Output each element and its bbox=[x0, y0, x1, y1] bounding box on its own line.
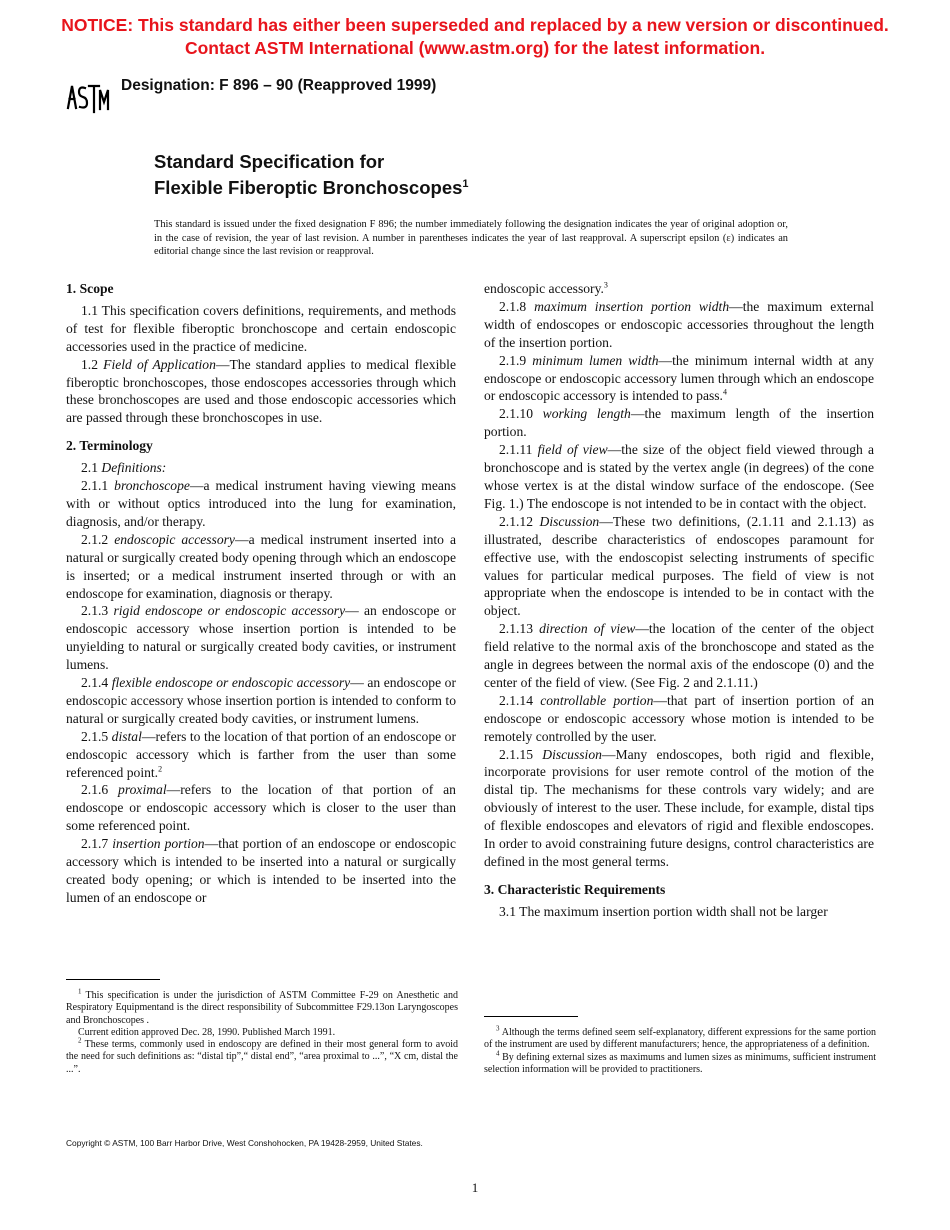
footnote-ref[interactable]: 4 bbox=[722, 387, 727, 397]
defined-term: controllable portion bbox=[540, 692, 654, 708]
para-number: 2.1 bbox=[81, 460, 102, 476]
section-heading-scope: 1. Scope bbox=[66, 281, 114, 296]
defined-term: maximum insertion portion width bbox=[534, 298, 730, 314]
defined-term: Definitions: bbox=[101, 460, 167, 476]
title-footnote-ref[interactable]: 1 bbox=[462, 178, 469, 190]
page-number: 1 bbox=[471, 1180, 479, 1195]
title-line-1: Standard Specification for bbox=[154, 151, 385, 172]
para-text: — an endoscope or endoscopic accessory whose insertion portion is intended to be unyielding to natural or surgically created body cavities, or instrument lumens. bbox=[66, 603, 457, 673]
para-text: —refers to the location of that portion of an endoscope or endoscopic accessory which is farther from the user than some referenced point. bbox=[66, 728, 456, 780]
paragraph-2-1-8 bbox=[484, 298, 874, 352]
footnote-2 bbox=[66, 1036, 458, 1076]
defined-term: working length bbox=[542, 406, 631, 422]
defined-term: direction of view bbox=[539, 621, 636, 637]
para-text: —The standard applies to medical flexible fiberoptic bronchoscopes, those endoscopes accessories through which these bronchoscopes are used and those endoscopic accessories which are passed through these bronchoscopes in use. bbox=[66, 356, 456, 426]
paragraph-2-1-12 bbox=[484, 513, 874, 620]
footnote-text: Although the terms defined seem self-explanatory, different expressions for the same portion of the instrument are used by different manufacturers; hence, the appropriateness of a definition. bbox=[484, 1027, 876, 1051]
para-number: 2.1.15 bbox=[499, 746, 543, 762]
paragraph-2-1-2 bbox=[66, 531, 456, 603]
para-number: 2.1.14 bbox=[499, 692, 541, 708]
para-number: 2.1.10 bbox=[499, 406, 543, 422]
paragraph-2-1-4 bbox=[66, 674, 456, 728]
defined-term: field of view bbox=[537, 442, 608, 458]
right-column bbox=[484, 280, 874, 921]
footnotes-left bbox=[66, 979, 458, 1076]
defined-term: rigid endoscope or endoscopic accessory bbox=[113, 603, 346, 619]
defined-term: endoscopic accessory bbox=[114, 531, 235, 547]
defined-term: Discussion bbox=[542, 746, 602, 762]
paragraph-2-1-3 bbox=[66, 602, 456, 674]
footnote-1 bbox=[66, 987, 458, 1027]
defined-term: bronchoscope bbox=[114, 478, 190, 494]
paragraph-1-2 bbox=[66, 356, 456, 428]
title-line-2 bbox=[154, 173, 469, 199]
defined-term: proximal bbox=[118, 782, 167, 798]
paragraph-2-1-1 bbox=[66, 477, 456, 531]
para-number: 2.1.9 bbox=[499, 352, 533, 368]
para-number: 2.1.8 bbox=[499, 298, 535, 314]
paragraph-1-1: 1.1 This specification covers definitions, requirements, and methods of test for flexible fiberoptic bronchoscope and certain endoscopic accessories used in the practice of medicine. bbox=[66, 302, 456, 354]
para-number: 2.1.4 bbox=[81, 675, 112, 691]
para-text: —the size of the object field viewed through a bronchoscope and is stated by the vertex angle (in degrees) of the cone whose vertex is at the distal window surface of the endoscope. (See Fig. 1.) The endoscope is not intended to be in contact with the object. bbox=[484, 442, 874, 511]
defined-term: flexible endoscope or endoscopic accessory bbox=[111, 675, 351, 691]
para-text: —Many endoscopes, both rigid and flexible, incorporate provisions for user remote control of the motion of the distal tip. The mechanisms for these controls vary widely; and are obviously of interest to the user. These include, for example, distal tips of flexible endoscopes and elevators of rigid and flexible endoscopes. In order to avoid constraining future designs, control characteristics are defined in the most general terms. bbox=[484, 746, 874, 869]
document-title bbox=[154, 151, 469, 199]
paragraph-2-1-13 bbox=[484, 620, 874, 692]
para-text: —the location of the center of the object field relative to the normal axis of the bronchoscope and stated as the angle in degrees between the normal axis of the endoscope (0) and the center of the field of view. (See Fig. 2 and 2.1.11.) bbox=[484, 621, 875, 690]
para-text: endoscopic accessory. bbox=[484, 281, 604, 296]
paragraph-2-1-15 bbox=[484, 746, 874, 871]
footnote-marker: 3 bbox=[496, 1024, 500, 1033]
footnote-4 bbox=[484, 1049, 876, 1077]
para-text: —the minimum internal width at any endoscope or endoscopic accessory lumen through which an endoscope or endoscopic accessory is intended to pass. bbox=[484, 352, 874, 404]
para-text: —the maximum length of the insertion portion. bbox=[484, 406, 874, 440]
title-line-2-text: Flexible Fiberoptic Bronchoscopes bbox=[154, 177, 463, 199]
astm-logo-graphic bbox=[66, 78, 110, 116]
para-text: —These two definitions, (2.1.11 and 2.1.13) as illustrated, describe characteristics of endoscopes paramount for effective use, with the endoscopist selecting instruments of specific values for particular medical purposes. The field of view is not appropriate when the endoscope is intended to be in contact with the object. bbox=[484, 513, 874, 619]
designation: Designation: F 896 – 90 (Reapproved 1999) bbox=[121, 77, 437, 94]
footnote-text: These terms, commonly used in endoscopy are defined in their most general form to avoid the need for such definitions as: “distal tip”,“ distal end”, “area proximal to ...”, “X cm, distal the ...”. bbox=[66, 1039, 458, 1075]
paragraph-2-1-14 bbox=[484, 692, 874, 746]
footnote-ref[interactable]: 3 bbox=[603, 280, 608, 290]
preamble: This standard is issued under the fixed designation F 896; the number immediately following the designation indicates the year of original adoption or, in the case of revision, the year of last revision. A number in parentheses indicates the year of last reapproval. A superscript epsilon (ε) indicates an editorial change since the last revision or reapproval. bbox=[154, 219, 788, 257]
paragraph-2-1 bbox=[66, 459, 456, 477]
para-number: 2.1.2 bbox=[81, 531, 115, 547]
para-number: 2.1.1 bbox=[81, 478, 115, 494]
para-text: —refers to the location of that portion of an endoscope or endoscopic accessory which is closer to the user than some referenced point. bbox=[66, 782, 456, 834]
paragraph-3-1: 3.1 The maximum insertion portion width shall not be larger bbox=[499, 903, 828, 919]
supersession-notice bbox=[0, 14, 950, 60]
para-text: —that portion of an endoscope or endoscopic accessory which is intended to be inserted into a natural or surgically created body opening; or which is intended to be inserted into the lumen of an endoscope or bbox=[66, 836, 456, 905]
para-number: 1.2 bbox=[81, 356, 104, 372]
left-column bbox=[66, 280, 456, 907]
paragraph-2-1-5 bbox=[66, 728, 456, 782]
paragraph-2-1-6 bbox=[66, 781, 456, 835]
defined-term: distal bbox=[111, 728, 142, 744]
footnote-ref[interactable]: 2 bbox=[158, 764, 163, 774]
footnote-marker: 4 bbox=[496, 1049, 500, 1058]
astm-logo-icon bbox=[66, 78, 110, 116]
paragraph-2-1-7-continued bbox=[484, 280, 874, 298]
footnote-text: This specification is under the jurisdiction of ASTM Committee F-29 on Anesthetic and Respiratory Equipmentand is the direct responsibility of Subcommittee F29.13on Laryngoscopes and Bronchoscopes . bbox=[66, 990, 458, 1026]
paragraph-2-1-7 bbox=[66, 835, 456, 907]
footnote-marker: 1 bbox=[78, 987, 82, 996]
para-number: 2.1.11 bbox=[499, 442, 538, 458]
defined-term: insertion portion bbox=[112, 836, 205, 852]
paragraph-2-1-11 bbox=[484, 441, 874, 513]
para-text: —a medical instrument inserted into a natural or surgically created body opening through which an endoscope is inserted; or a medical instrument inserted through or with an endoscope for examination, diagnosis or therapy. bbox=[66, 531, 456, 601]
para-number: 2.1.7 bbox=[81, 836, 113, 852]
section-heading-characteristic-requirements: 3. Characteristic Requirements bbox=[484, 881, 666, 897]
footnote-marker: 2 bbox=[78, 1036, 82, 1045]
defined-term: minimum lumen width bbox=[532, 352, 659, 368]
defined-term: Field of Application bbox=[103, 356, 216, 372]
footnote-3 bbox=[484, 1024, 876, 1052]
section-heading-terminology: 2. Terminology bbox=[66, 438, 153, 454]
para-number: 2.1.6 bbox=[81, 782, 119, 798]
para-text: — an endoscope or endoscopic accessory whose insertion portion is intended to conform to natural or surgically created body cavities, or instrument lumens. bbox=[66, 675, 456, 726]
para-text: —the maximum external width of endoscopes or endoscopic accessories throughout the length of the insertion portion. bbox=[484, 298, 874, 350]
footnote-1-edition: Current edition approved Dec. 28, 1990. Published March 1991. bbox=[78, 1026, 336, 1038]
notice-line-2: Contact ASTM International (www.astm.org) for the latest information. bbox=[184, 38, 766, 58]
notice-line-1: NOTICE: This standard has either been superseded and replaced by a new version or discontinued. bbox=[61, 15, 889, 35]
paragraph-2-1-10 bbox=[484, 405, 874, 441]
copyright-notice: Copyright © ASTM, 100 Barr Harbor Drive, West Conshohocken, PA 19428-2959, United States. bbox=[66, 1138, 423, 1148]
para-number: 2.1.3 bbox=[81, 603, 114, 619]
para-text: —a medical instrument having viewing means with or without optics introduced into the lung for examination, diagnosis, and/or therapy. bbox=[66, 478, 456, 529]
defined-term: Discussion bbox=[539, 513, 600, 529]
footnote-text: By defining external sizes as maximums and lumen sizes as minimums, sufficient instrument selection information will be provided to practitioners. bbox=[484, 1051, 876, 1075]
footnotes-right bbox=[484, 1016, 876, 1076]
para-number: 2.1.13 bbox=[499, 621, 540, 637]
para-number: 2.1.12 bbox=[499, 513, 540, 529]
para-text: —that part of insertion portion of an endoscope or endoscopic accessory whose motion is intended to be remotely controlled by the user. bbox=[484, 692, 874, 744]
para-number: 2.1.5 bbox=[81, 728, 112, 744]
paragraph-2-1-9 bbox=[484, 352, 874, 406]
